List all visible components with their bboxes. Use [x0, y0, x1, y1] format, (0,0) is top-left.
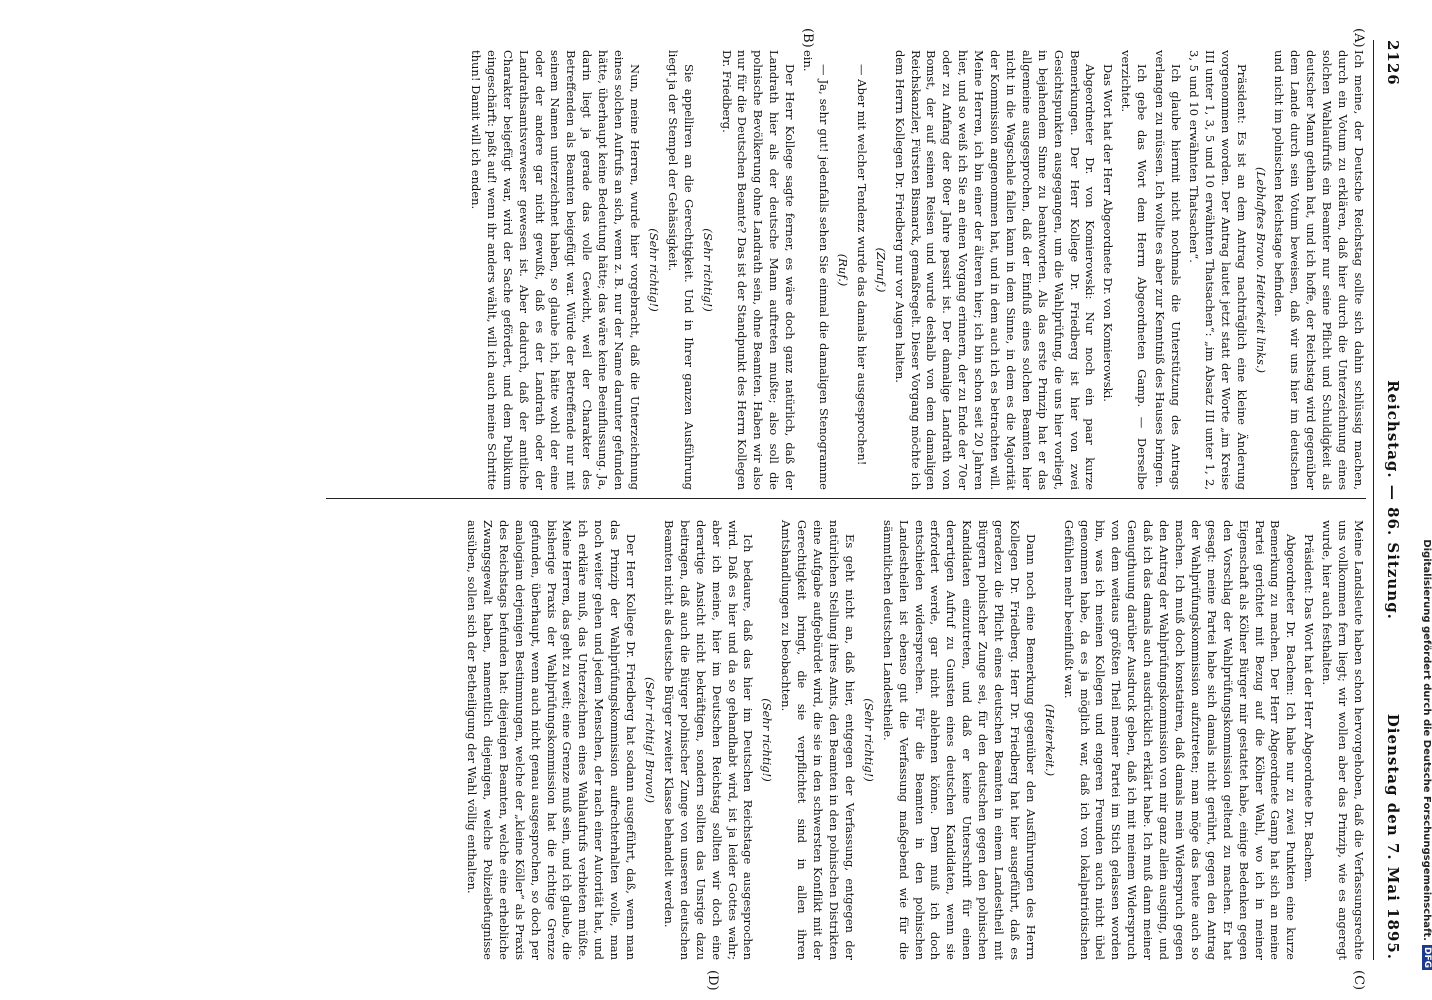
interjection: (Heiterkeit.)	[1042, 703, 1057, 777]
side-credit-strip	[1418, 0, 1432, 1000]
interjection: (Sehr richtig!)	[861, 698, 876, 782]
paragraph: Abgeordneter Dr. von Komierowski: Nur noch ein paar kurze Bemerkungen. Der Herr Kollege Dr. Friedberg ist hier von zwei Gesichtspunkten ausgegangen, um die Wahlprüfung, die uns hier vorliegt, in bejahendem Sinne zu beantworten. Als das erste Prinzip hat er das allgemeine ausgesprochen, daß der Einfluß eines solchen Beamten hier nicht in die Wagschale fallen kann in dem Sinne, in dem es die Majorität der Kommission angenommen hat, und in dem auch ich es betrachten will. Meine Herren, ich bin einer der älteren hier; ich bin schon seit 20 Jahren hier, und so weiß ich Sie an einen Vorgang erinnern, der zu Ende der 70er oder zu Anfang der 80er Jahre passirt ist. Der damalige Landrath von Bomst, der auf seinen Reisen und wurde deshalb von dem damaligen Reichskanzler, Fürsten Bismarck, gemaßregelt. Dieser Vorgang möchte ich dem Herrn Kollegen Dr. Friedberg nur vor Augen halten.	[892, 50, 1098, 490]
paragraph: Ich glaube hiermit nicht nochmals die Unterstützung des Antrags verlangen zu müssen. Ich wollte es aber zur Kenntniß des Hauses bringen.	[1153, 50, 1184, 490]
interjection: (Lebhaftes Bravo. Heiterkeit links.)	[1253, 166, 1268, 374]
left-column	[465, 50, 1366, 490]
paragraph: Präsident: Es ist an dem Antrag nachträglich eine kleine Änderung vorgenommen worden. Der Antrag lautet jetzt statt der Worte „im Kreise III unter 1, 3, 5 und 10 erwähnten Thatsachen“: „im Absatz III unter 1, 2, 3, 5 und 10 erwähnten Thatsachen“.	[1186, 50, 1249, 490]
running-head	[1373, 40, 1408, 960]
paragraph: Das Wort hat der Herr Abgeordnete Dr. von Komierowski.	[1101, 64, 1116, 402]
paragraph: Nun, meine Herren, wurde hier vorgebracht, daß die Unterzeichnung eines solchen Aufrufs an sich, wenn z. B. nur der Name darunter gefunden hätte, überhaupt keine Bedeutung hätte; das wäre keine Beeinflussung. Ja, darin liegt ja gerade das volle Gewicht, weil der Charakter des Betreffenden als Beamten beigefügt war. Würde der Betreffende nur mit seinem Namen unterzeichnet haben, so glaube ich, hätte wohl der eine oder der andere gar nicht gewußt, daß es der Landrath oder der Landrathsamtsverweser gewesen ist. Aber dadurch, daß der amtliche Charakter beigefügt war, wird der Sache gefördert, und dem Publikum eingeschärft: paßt auf! wenn ihr anders wählt, will ich auch meine Schritte thun! Damit will ich enden.	[468, 50, 643, 490]
interjection: (Sehr richtig!)	[646, 228, 661, 312]
paragraph: Ich meine, der Deutsche Reichstag sollte sich dahin schlüssig machen, durch ein Votum zu erklären, daß hier durch die Unterzeichnung eines solchen Wahlaufrufs ein Beamter nur seine Pflicht und Schuldigkeit als deutscher Mann gethan hat, und ich hoffe, der Reichstag wird gegenüber dem Lande durch sein Votum beweisen, daß wir uns hier im deutschen und nicht im polnischen Reichstage befinden.	[1272, 50, 1366, 490]
paragraph: Dann noch eine Bemerkung gegenüber den Ausführungen des Herrn Kollegen Dr. Friedberg. Herr Dr. Friedberg hat hier ausgeführt, daß es geradezu die Pflicht eines deutschen Beamten in einem Landestheil mit Bürgern polnischer Zunge sei, für den deutschen gegen den polnischen Kandidaten einzutreten, und daß er keine Unterschrift für einen derartigen Aufruf zu Gunsten eines deutschen Kandidaten, wenn sie erfordert werde, gar nicht ablehnen könne. Dem muß ich doch entschieden widersprechen. Für die Beamten in den polnischen Landestheilen ist ebenso gut die Verfassung maßgebend wie für die sämmtlichen deutschen Landestheile.	[880, 520, 1038, 960]
paragraph: Präsident: Das Wort hat der Herr Abgeordnete Dr. Bachem.	[1302, 534, 1317, 883]
paragraph: — Aber mit welcher Tendenz wurde das damals hier ausgesprochen!	[854, 64, 869, 466]
dfg-logo: DFG	[1422, 946, 1432, 968]
column-divider	[326, 498, 1366, 499]
session-title: Reichstag. — 86. Sitzung.	[1384, 380, 1402, 620]
digitization-credit	[1418, 0, 1432, 1000]
paragraph: Es geht nicht an, daß hier, entgegen der Verfassung, entgegen der natürlichen Stellung ihres Amts, den Beamten in den polnischen Distrikten eine Aufgabe aufgebürdet wird, die sie in den schwersten Konflikt mit der Gerechtigkeit bringt, die sie verpflichtet sind in allen ihren Amtshandlungen zu beobachten.	[779, 520, 857, 960]
paragraph: Abgeordneter Dr. Bachem: Ich habe nur zu zwei Punkten eine kurze Bemerkung zu machen. Der Herr Abgeordnete Gamp hat sich an meine Partei gerichtet mit Bezug auf die Kölner Wahl, wo ich in meiner Eigenschaft als Kölner Bürger mir gestattet habe, einige Bedenken gegen den Vorschlag der Wahlprüfungskommission geltend zu machen. Er hat gesagt: meine Partei habe sich damals nicht gerührt, gegen den Antrag der Wahlprüfungskommission aufzutreten; man möge das heute auch so machen. Ich muß doch konstatiren, daß damals mein Widerspruch gegen den Antrag der Wahlprüfungskommission von mir ganz allein ausging, und daß ich das damals auch ausdrücklich erklärt habe. Ich muß dann meiner Genugthuung darüber Ausdruck geben, daß ich mit meinem Widerspruch von dem weitaus größten Theil meiner Partei im Stich gelassen worden bin, was ich meinen Kollegen und engeren Freunden auch nicht übel genommen habe, da es ja möglich war, daß ich von lokalpatriotischen Gefühlen mehr beeinflußt war.	[1061, 520, 1299, 960]
paragraph: Der Herr Kollege sagte ferner, es wäre doch ganz natürlich, daß der Landrath hier als der deutsche Mann auftreten mußte; also soll die polnische Bevölkerung ohne Landrath sein, ohne Beamten. Haben wir also nur für die Deutschen Beamte? Das ist der Standpunkt des Herrn Kollegen Dr. Friedberg.	[719, 50, 798, 490]
paragraph: Ich bedaure, daß das hier im Deutschen Reichstage ausgesprochen wird. Daß es hier und da so gehandhabt wird, ist ja leider Gottes wahr; aber ich meine, hier im Deutschen Reichstag sollten wir doch eine derartige Ansicht nicht bekräftigen, sondern sollten das Unsrige dazu beitragen, daß auch die Bürger polnischer Zunge von unseren deutschen Beamten nicht als deutsche Bürger zweiter Klasse behandelt werden.	[661, 520, 756, 960]
margin-mark-b: (B)	[800, 28, 815, 48]
session-date: Dienstag den 7. Mai 1895.	[1384, 713, 1402, 960]
margin-mark-a: (A)	[1351, 28, 1366, 48]
paragraph: Ich gebe das Wort dem Herrn Abgeordneten Gamp. — Derselbe verzichtet.	[1119, 50, 1150, 490]
right-column	[461, 520, 1366, 960]
credit-text: Digitalisierung gefördert durch die Deutsche Forschungsgemeinschaft.	[1421, 539, 1432, 941]
interjection: (Ruf.)	[835, 253, 850, 287]
interjection: (Sehr richtig!)	[760, 698, 775, 782]
paragraph: Der Herr Kollege Dr. Friedberg hat sodann ausgeführt, daß, wenn man das Prinzip der Wahlprüfungskommission aufrechterhalten wolle, man noch weiter gehen und jedem Menschen, der nach einer Autorität hat, und ich erkläre muß, das Unterzeichnen eines Wahlaufrufs verbieten müßte. Meine Herren, das geht zu weit; eine Grenze muß sein, und ich glaube, die bisherige Praxis der Wahlprüfungskommission hat die richtige Grenze gefunden, überhaupt, wenn auch nicht genau ausgesprochen, so doch per analogiam derjenigen Bestimmungen, welche der „kleine Köller“ als Praxis des Reichstags befunden hat: diejenigen Beamten, welche eine erhebliche Zwangsgewalt haben, namentlich diejenigen, welche Polizeibefugnisse ausüben, sollen sich der Betheiligung der Wahl völlig enthalten.	[465, 520, 639, 960]
margin-mark-c: (C)	[1351, 970, 1366, 991]
paragraph: — Ja, sehr gut! jedenfalls sehen Sie einmal die damaligen Stenogramme ein.	[801, 50, 831, 490]
margin-mark-d: (D)	[705, 970, 720, 991]
interjection: (Sehr richtig!)	[700, 228, 715, 312]
interjection: (Sehr richtig! Bravo!)	[643, 676, 658, 804]
page-number: 2126	[1384, 40, 1402, 86]
paragraph: Meine Landsleute haben schon hervorgehoben, daß die Verfassungsrechte uns vollkommen fern liegt; wir wollen aber das Prinzip, wie es angeregt wurde, hier auch festhalten.	[1320, 520, 1366, 960]
paragraph: Sie appelliren an die Gerechtigkeit. Und in Ihrer ganzen Ausführung liegt ja der Stempel der Gehässigkeit.	[665, 50, 696, 490]
interjection: (Zuruf.)	[873, 247, 888, 293]
